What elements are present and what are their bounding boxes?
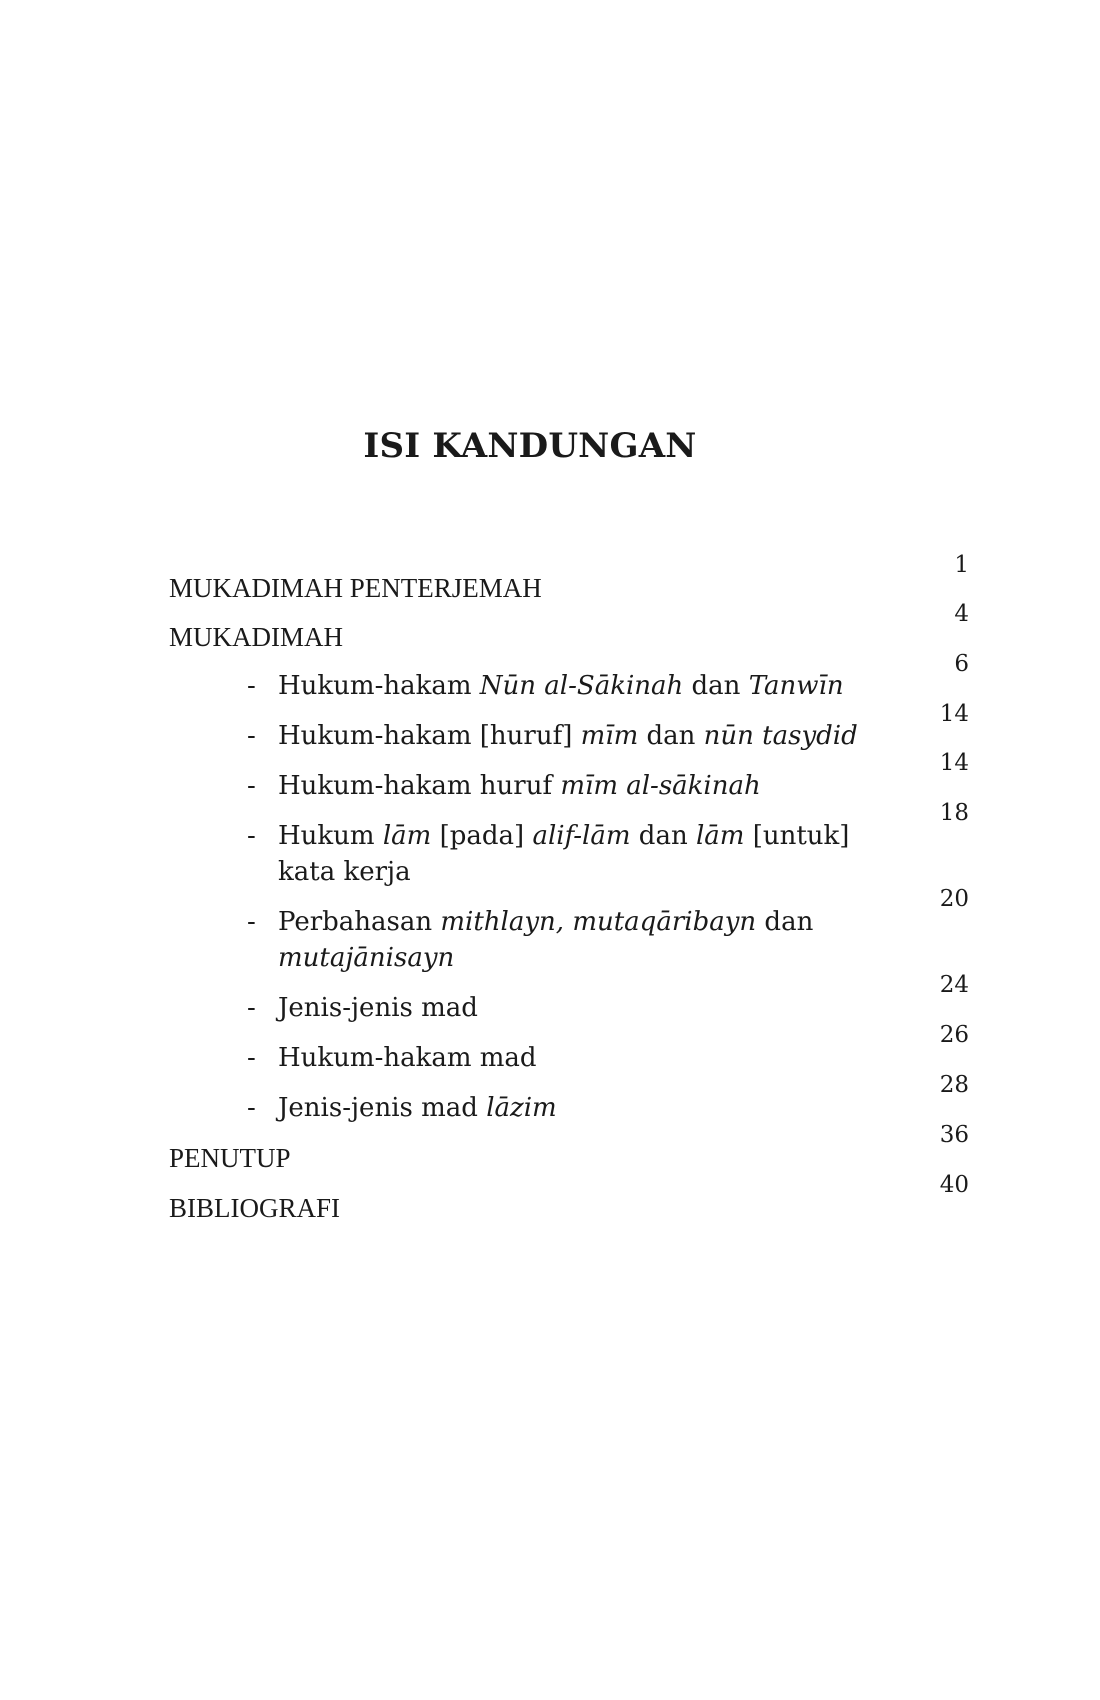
toc-text: dan bbox=[683, 671, 749, 701]
toc-entry[interactable] bbox=[169, 619, 343, 655]
toc-subentry[interactable] bbox=[247, 768, 761, 804]
bullet-dash: - bbox=[247, 1043, 256, 1073]
toc-italic-term: nūn tasydid bbox=[703, 721, 858, 751]
toc-text: MUKADIMAH PENTERJEMAH bbox=[169, 573, 542, 603]
toc-entry-line bbox=[278, 904, 813, 940]
toc-entry-line bbox=[169, 1143, 291, 1173]
bullet-dash: - bbox=[247, 993, 256, 1023]
toc-subentry[interactable] bbox=[247, 668, 844, 704]
toc-text: Hukum bbox=[278, 821, 383, 851]
toc-entry[interactable] bbox=[169, 570, 542, 606]
toc-page-number: 36 bbox=[939, 1122, 969, 1148]
toc-subentry[interactable] bbox=[247, 818, 849, 890]
toc-italic-term: lām bbox=[695, 821, 745, 851]
toc-subentry[interactable] bbox=[247, 718, 858, 754]
toc-page-number: 4 bbox=[954, 601, 969, 627]
toc-text: [untuk] bbox=[744, 821, 850, 851]
toc-italic-term: mīm al-sākinah bbox=[560, 771, 761, 801]
toc-entry-line bbox=[278, 771, 761, 801]
toc-entry[interactable] bbox=[169, 1190, 340, 1226]
toc-text: dan bbox=[756, 907, 814, 937]
bullet-dash: - bbox=[247, 671, 256, 701]
toc-subentry[interactable] bbox=[247, 904, 813, 976]
page-title: ISI KANDUNGAN bbox=[363, 426, 697, 466]
toc-page-number: 6 bbox=[954, 651, 969, 677]
toc-text: Hukum-hakam huruf bbox=[278, 771, 561, 801]
toc-italic-term: Tanwīn bbox=[748, 671, 844, 701]
toc-entry-line bbox=[278, 1093, 557, 1123]
bullet-dash: - bbox=[247, 771, 256, 801]
bullet-dash: - bbox=[247, 821, 256, 851]
toc-subentry[interactable] bbox=[247, 1040, 537, 1076]
toc-page-number: 26 bbox=[939, 1022, 969, 1048]
toc-subentry[interactable] bbox=[247, 1090, 557, 1126]
toc-italic-term: mīm bbox=[580, 721, 639, 751]
toc-text: Jenis-jenis mad bbox=[278, 993, 478, 1023]
toc-entry-line bbox=[169, 573, 542, 603]
toc-text: dan bbox=[638, 721, 704, 751]
toc-entry-line bbox=[278, 940, 813, 976]
toc-italic-term: mithlayn, mutaqāribayn bbox=[440, 907, 757, 937]
toc-page-number: 18 bbox=[939, 800, 969, 826]
toc-entry-line bbox=[169, 622, 343, 652]
toc-page-number: 40 bbox=[939, 1172, 969, 1198]
toc-italic-term: Nūn al-Sākinah bbox=[479, 671, 684, 701]
toc-text: Perbahasan bbox=[278, 907, 441, 937]
toc-entry-line bbox=[278, 721, 858, 751]
toc-page-number: 28 bbox=[939, 1072, 969, 1098]
toc-text: Hukum-hakam bbox=[278, 671, 480, 701]
toc-text: PENUTUP bbox=[169, 1143, 291, 1173]
toc-text: MUKADIMAH bbox=[169, 622, 343, 652]
toc-entry[interactable] bbox=[169, 1140, 291, 1176]
toc-italic-term: lām bbox=[382, 821, 432, 851]
toc-entry-line bbox=[278, 1043, 537, 1073]
toc-text: kata kerja bbox=[278, 857, 411, 887]
toc-page-number: 20 bbox=[939, 886, 969, 912]
toc-italic-term: alif-lām bbox=[532, 821, 631, 851]
toc-entry-line bbox=[169, 1193, 340, 1223]
toc-subentry[interactable] bbox=[247, 990, 478, 1026]
toc-entry-line bbox=[278, 671, 844, 701]
toc-text: Hukum-hakam mad bbox=[278, 1043, 537, 1073]
toc-page-number: 24 bbox=[939, 972, 969, 998]
toc-italic-term: lāzim bbox=[486, 1093, 557, 1123]
bullet-dash: - bbox=[247, 907, 256, 937]
toc-italic-term: mutajānisayn bbox=[278, 943, 455, 973]
toc-text: BIBLIOGRAFI bbox=[169, 1193, 341, 1223]
toc-page-number: 1 bbox=[954, 552, 969, 578]
toc-page-number: 14 bbox=[939, 750, 969, 776]
toc-entry-line bbox=[278, 993, 478, 1023]
toc-entry-line bbox=[278, 818, 849, 854]
toc-entry-line bbox=[278, 854, 849, 890]
toc-text: Jenis-jenis mad bbox=[278, 1093, 487, 1123]
toc-page-number: 14 bbox=[939, 701, 969, 727]
bullet-dash: - bbox=[247, 721, 256, 751]
bullet-dash: - bbox=[247, 1093, 256, 1123]
toc-text: Hukum-hakam [huruf] bbox=[278, 721, 581, 751]
toc-text: dan bbox=[630, 821, 696, 851]
toc-text: [pada] bbox=[431, 821, 533, 851]
